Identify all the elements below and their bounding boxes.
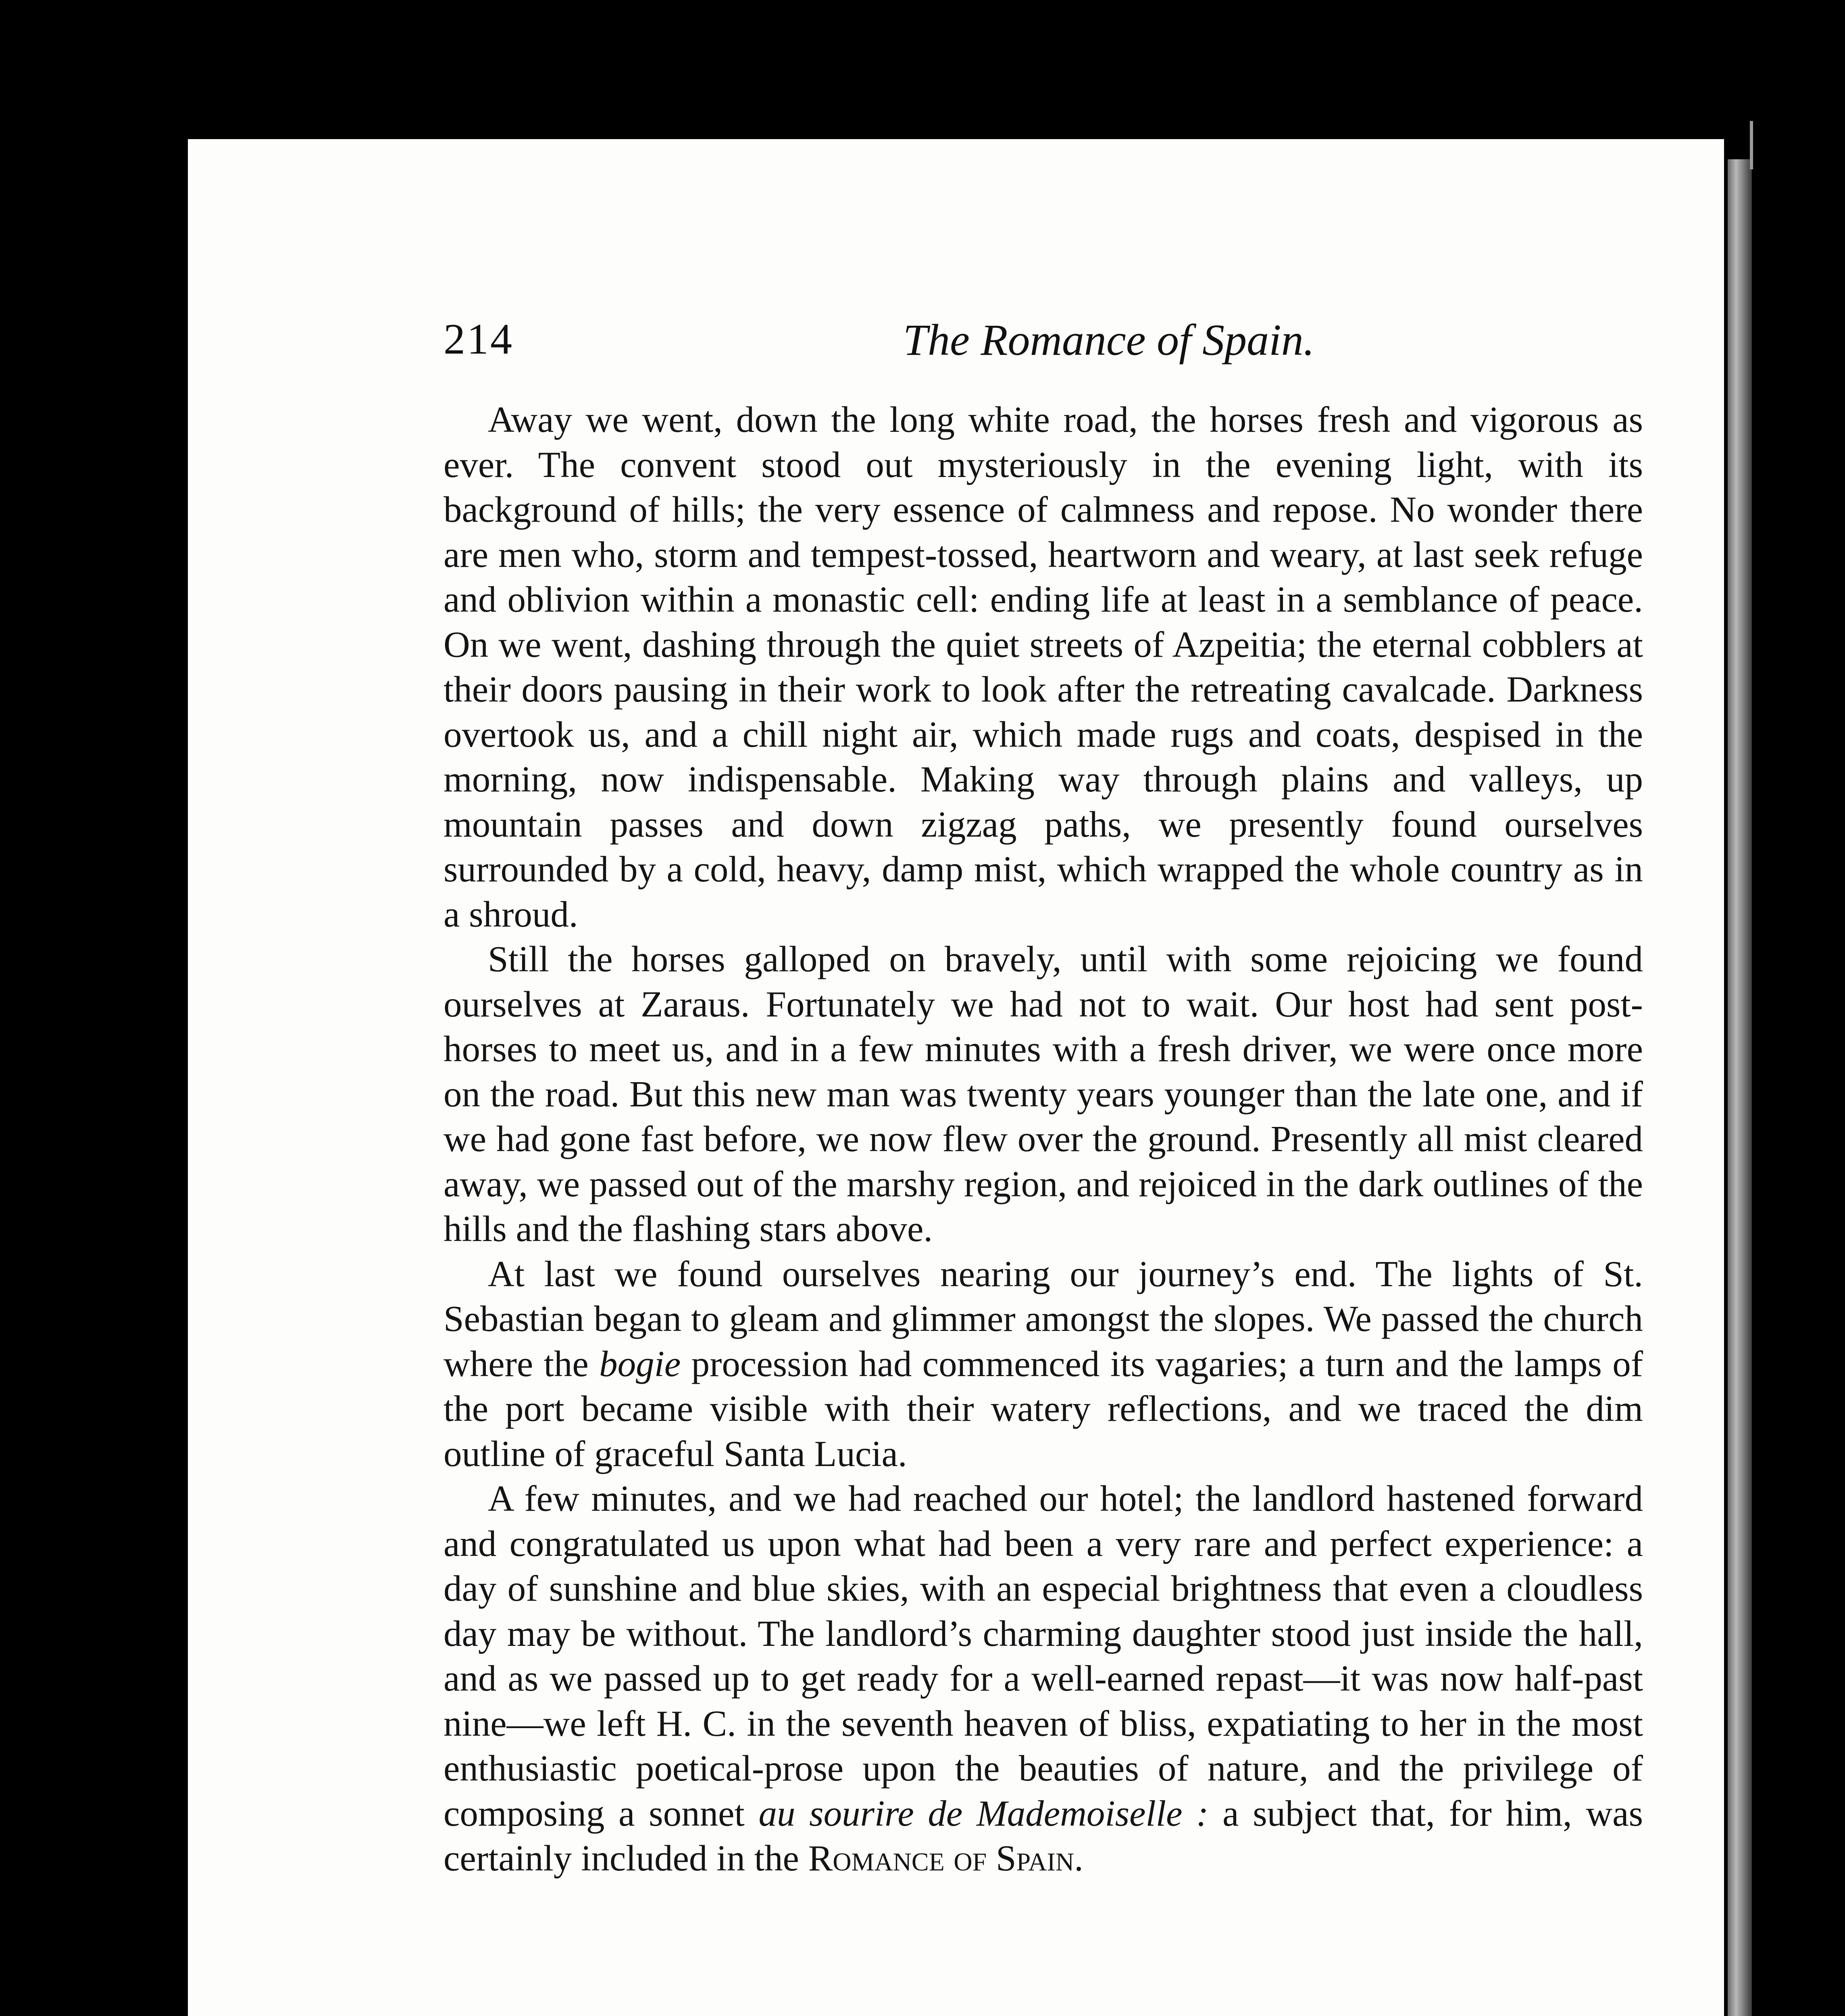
page-edge-shadow — [1728, 159, 1752, 2016]
paragraph-1-text: Away we went, down the long white road, the horses fresh and vigorous as ever. The convent stood out mysteriously in the evening light, with its background of hills; the very essence of calmness and repose. No wonder there are men who, storm and tempest-tossed, heartworn and weary, at last seek refuge and oblivion within a monastic cell: ending life at least in a semblance of peace. On we went, dashing through the quiet streets of Azpeitia; the eternal cobblers at their doors pausing in their work to look after the retreating cavalcade. Darkness overtook us, and a chill night air, which made rugs and coats, despised in the morning, now indispensable. Making way through plains and valleys, up mountain passes and down zigzag paths, we presently found ourselves surrounded by a cold, heavy, damp mist, which wrapped the whole country as in a shroud. — [444, 399, 1643, 935]
running-title: The Romance of Spain. — [903, 315, 1315, 364]
paragraph-4-smallcaps-title: Romance of Spain — [808, 1838, 1075, 1879]
paragraph-4-text-middle: a subject that, for him, was certainly included in the — [444, 1793, 1643, 1879]
paragraph-3 — [444, 1252, 1643, 1477]
paragraph-4 — [444, 1476, 1643, 1881]
page-edge-line — [1750, 121, 1753, 169]
paragraph-1 — [444, 397, 1643, 937]
paragraph-3-italic-term: bogie — [599, 1343, 681, 1384]
body-text — [444, 397, 1643, 1881]
paragraph-2 — [444, 937, 1643, 1252]
paragraph-3-text-end: procession had commenced its vagaries; a turn and the lamps of the port became visible with their watery reflections, and we traced the dim outline of graceful Santa Lucia. — [444, 1343, 1643, 1474]
page-number: 214 — [444, 315, 514, 363]
paragraph-4-italic-phrase: au sourire de Mademoiselle : — [758, 1793, 1209, 1834]
paragraph-4-text-end: . — [1074, 1838, 1083, 1879]
paragraph-4-text-start: A few minutes, and we had reached our hotel; the landlord hastened forward and congratulated us upon what had been a very rare and perfect experience: a day of sunshine and blue skies, with an especial brightness that even a cloudless day may be without. The landlord’s charming daughter stood just inside the hall, and as we passed up to get ready for a well-earned repast—it was now half-past nine—we left H. C. in the seventh heaven of bliss, expatiating to her in the most enthusiastic poetical-prose upon the beauties of nature, and the privilege of composing a sonnet — [444, 1478, 1643, 1834]
page-header — [444, 314, 1641, 371]
paragraph-3-text-start: At last we found ourselves nearing our journey’s end. The lights of St. Sebastian began to gleam and glimmer amongst the slopes. We passed the church where the — [444, 1253, 1643, 1384]
paragraph-2-text: Still the horses galloped on bravely, until with some rejoicing we found ourselves at Zaraus. Fortunately we had not to wait. Our host had sent post-horses to meet us, and in a few minutes with a fresh driver, we were once more on the road. But this new man was twenty years younger than the late one, and if we had gone fast before, we now flew over the ground. Presently all mist cleared away, we passed out of the marshy region, and rejoiced in the dark outlines of the hills and the flashing stars above. — [444, 939, 1643, 1249]
